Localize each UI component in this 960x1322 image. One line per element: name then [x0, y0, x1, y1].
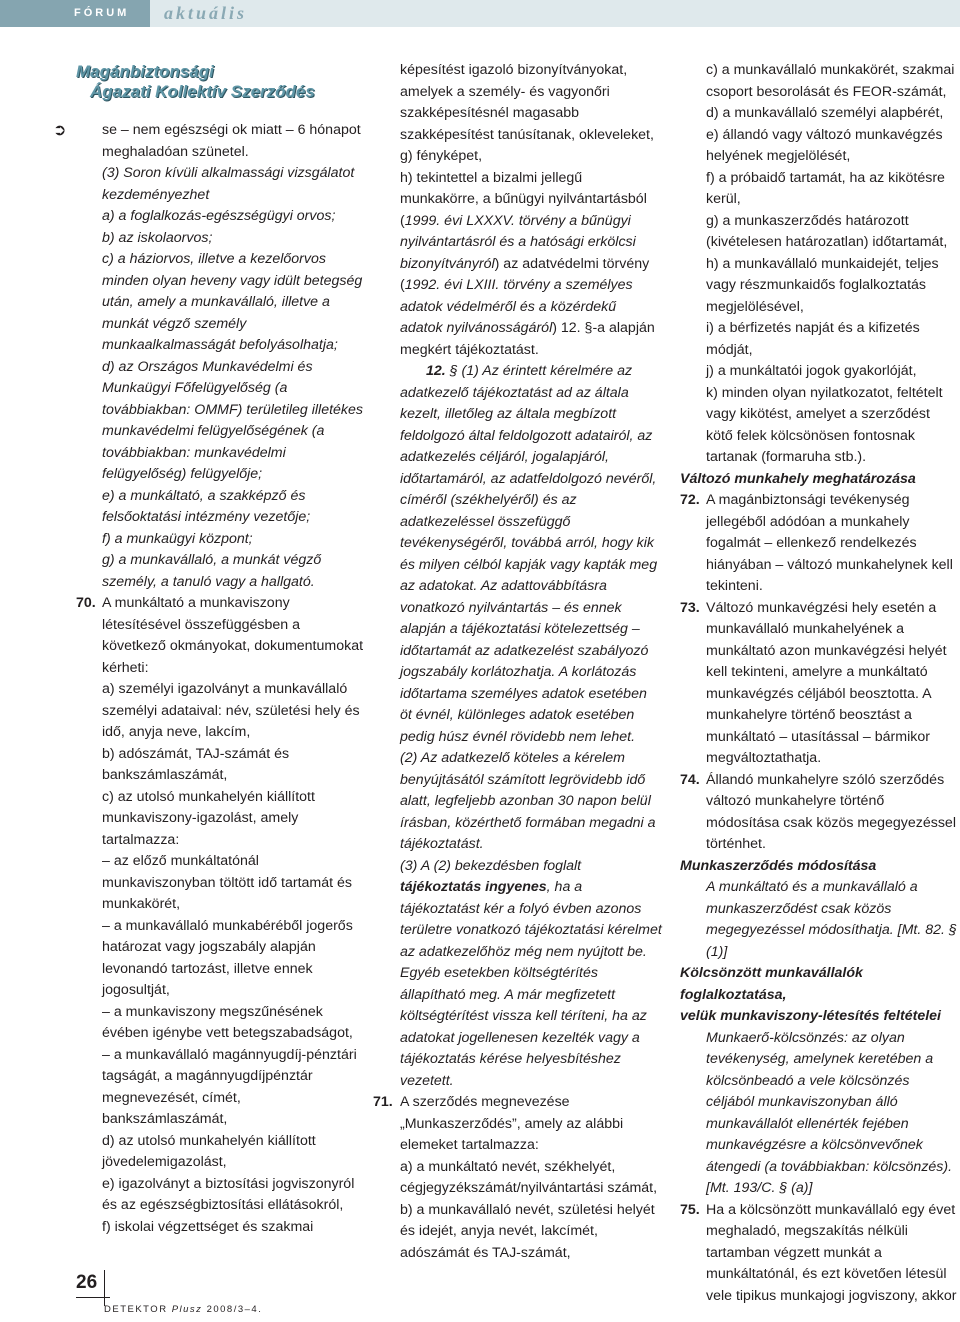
paragraph: A szerződés megnevezése „Munkaszerződés”, amely az alábbi elemeket tartalmazza: — [400, 1094, 624, 1153]
list-item: b) az iskolaorvos; — [102, 229, 213, 246]
paragraph: A magánbiztonsági tevékenység jellegéből adódóan a munkahely fogalmát – ellenkező rendelkezés hiányában – változó munkahelynek kell tekinteni. — [706, 492, 953, 594]
section-label-aktualis: aktuális — [150, 0, 960, 27]
list-item: – a munkavállaló magánnyugdíj-pénztári tagságát, a magánnyugdíjpénztár megnevezését, címét, bankszámlaszámát, — [102, 1046, 357, 1127]
paragraph: (3) Soron kívüli alkalmassági vizsgálatot kezdeményezhet — [102, 165, 355, 203]
paragraph: Változó munkavégzési hely esetén a munkavállaló munkahelyének a munkáltató azon munkavégzési helyét kell tekinteni, amelyre a munkáltató munkavégzés céljából beosztotta. A munkahelyre történő beosztást a munkáltató – utasítással – bármikor megváltoztathatja. — [706, 599, 947, 766]
numbered-section-72 — [680, 490, 958, 598]
text-run: § (1) Az érintett kérelmére az adatkezelő tájékoztatást ad az általa kezelt, illetőleg az általa megbízott feldolgozó által feldolgozott adatairól, az adatkezelés céljáról, jogalapjáról, időtartamáról, az adatfeldolgozó nevéről, címéről (székhelyéről) és az adatkezeléssel összefüggő tevékenységéről, továbbá arról, hogy kik és milyen célból kapják vagy kapták meg az adatokat. Az adattovábbításra vonatkozó nyilvántartás – és ennek alapján a tájékoztatási kötelezettség – időtartamát az adatkezelést szabályozó jogszabály korlátozhatja. A korlátozás időtartama személyes adatok esetében öt évnél, különleges adatok esetében pedig húsz évnél rövidebb nem lehet. — [400, 363, 658, 745]
section-number: 72. — [680, 492, 700, 508]
section-number: 12. — [426, 363, 446, 379]
list-item: h) a munkavállaló munkaidejét, teljes vagy részmunkaidős foglalkoztatás megjelölésével, — [706, 255, 939, 315]
list-item: k) minden olyan nyilatkozatot, feltételt vagy kikötést, amelyet a szerződést kötő felek kölcsönösen fontosnak tartanak (formaruha stb.). — [706, 384, 943, 465]
list-item: a) a munkáltató nevét, székhelyét, cégjegyzékszámát/nyilvántartási számát, — [400, 1158, 658, 1196]
paragraph: (2) Az adatkezelő köteles a kérelem benyújtásától számított legrövidebb idő alatt, legfeljebb azonban 30 napon belül írásban, közérthető formában megadni a tájékoztatást. — [400, 750, 656, 852]
top-header-bar — [0, 0, 960, 27]
list-item: j) a munkáltatói jogok gyakorlóját, — [706, 363, 917, 379]
paragraph: Állandó munkahelyre szóló szerződés változó munkahelyre történő módosítása csak közös megegyezéssel történhet. — [706, 771, 956, 852]
section-number: 73. — [680, 599, 700, 616]
list-item: f) iskolai végzettséget és szakmai — [102, 1218, 314, 1235]
section-label-forum: FÓRUM — [0, 0, 150, 27]
paragraph: A munkáltató a munkaviszony létesítésével összefüggésben a következő okmányokat, dokumentumokat kérheti: — [102, 595, 364, 676]
list-item: e) állandó vagy változó munkavégzés helyének megjelölését, — [706, 126, 943, 164]
list-item: e) igazolványt a biztosítási jogviszonyról és az egészségbiztosítási ellátásokról, — [102, 1175, 355, 1213]
issue-number: 2008/3–4. — [202, 1304, 263, 1315]
list-item: b) adószámát, TAJ-számát és bankszámlaszámát, — [102, 745, 290, 783]
list-item: f) a munkaügyi központ; — [102, 530, 253, 547]
list-item: d) a munkavállaló személyi alapbérét, — [706, 105, 944, 121]
paragraph: Ha a kölcsönzött munkavállaló egy évet meghaladó, megszakítás nélküli tartamban végzett munkát a munkáltatónál, és ezt követően létesül vele tipikus munkajogi jogviszony, akkor — [706, 1201, 957, 1304]
numbered-section-12 — [400, 361, 662, 748]
page-number: 26 — [76, 1272, 98, 1293]
article-title — [76, 62, 366, 102]
list-item: i) a bérfizetés napját és a kifizetés módját, — [706, 320, 920, 358]
publication-name: DETEKTOR — [104, 1304, 172, 1315]
list-item: g) fényképet, — [400, 148, 483, 164]
numbered-section-73 — [680, 598, 958, 770]
paragraph: képesítést igazoló bizonyítványokat, amelyek a személy- és vagyonőri szakképesítésnél magasabb szakképesítést tanúsítanak, okleveleket, — [400, 62, 654, 143]
paragraph: se – nem egészségi ok miatt – 6 hónapot meghaladóan szünetel. — [102, 122, 361, 160]
section-number: 74. — [680, 771, 700, 788]
subheading: velük munkaviszony-létesítés feltételei — [680, 1008, 942, 1024]
subheading: Változó munkahely meghatározása — [680, 470, 916, 487]
list-item: – a munkavállaló munkabéréből jogerős határozat vagy jogszabály alapján levonandó tartozást, illetve ennek jogosultját, — [102, 917, 353, 998]
subheading: Munkaszerződés módosítása — [680, 857, 877, 874]
footer-publication — [104, 1304, 262, 1315]
paragraph: Munkaerő-kölcsönzés: az olyan tevékenység, amelynek keretében a kölcsönbeadó a vele kölcsönzés céljából munkaviszonyban álló munkavállalót ellenérték fejében munkavégzésre a kölcsönvevőnek átengedi (a továbbiakban: kölcsönzés). [Mt. 193/C. § (a)] — [706, 1029, 953, 1196]
law-reference: 1992. évi LXIII. törvény a személyes adatok védelméről és a közérdekű adatok nyilvánosságáról — [400, 277, 633, 336]
text-run: h) tekintettel a bizalmi jellegű munkakörre, a bűnügyi nyilvántartásból ( — [400, 169, 647, 229]
list-item: – a munkaviszony megszűnésének évében igénybe vett betegszabadságot, — [102, 1003, 353, 1041]
continued-arrow-icon: ➲ — [53, 122, 67, 139]
paragraph: A munkáltató és a munkavállaló a munkaszerződést csak közös megegyezéssel módosíthatja. [Mt. 82. § (1)] — [706, 879, 957, 960]
list-item: c) a munkavállaló munkakörét, szakmai csoport besorolását és FEOR-számát, — [706, 62, 955, 100]
text-run: , ha a tájékoztatást kér a folyó évben azonos területre vonatkozó tájékoztatási kérelmet az adatkezelőhöz még nem nyújtott be. Egyéb esetekben költségtérítés állapítható meg. A már megfizetett költségtérítést vissza kell téríteni, ha az adatokat jogellenesen kezelték vagy a tájékoztatás kérése helyesbítéshez vezetett. — [400, 879, 662, 1089]
list-item: f) a próbaidő tartamát, ha az kikötésre kerül, — [706, 169, 945, 207]
emphasis: tájékoztatás ingyenes — [400, 879, 547, 895]
list-item: g) a munkaszerződés határozott (kivételesen határozatlan) időtartamát, — [706, 212, 948, 250]
subheading: foglalkoztatása, — [680, 986, 787, 1003]
text-run: (3) A (2) bekezdésben foglalt — [400, 857, 582, 874]
list-item: b) a munkavállaló nevét, születési helyét és idejét, anyja nevét, lakcímét, adószámát és TAJ-számát, — [400, 1201, 655, 1261]
text-run: ) az adatvédelmi törvény ( — [400, 255, 650, 293]
continuation-paragraph — [53, 120, 366, 163]
numbered-section-74 — [680, 770, 958, 856]
column-3 — [680, 60, 958, 1307]
column-1 — [53, 60, 366, 1238]
list-item: g) a munkavállaló, a munkát végző személy, a tanuló vagy a hallgató. — [102, 552, 322, 590]
list-item: a) a foglalkozás-egészségügyi orvos; — [102, 208, 336, 224]
law-reference: 1999. évi LXXXV. törvény a bűnügyi nyilvántartásról és a hatósági erkölcsi bizonyítványról — [400, 212, 636, 272]
section-number: 71. — [373, 1094, 393, 1110]
footer-divider-vertical — [104, 1270, 105, 1306]
list-item — [400, 168, 662, 362]
list-item: d) az utolsó munkahelyén kiállított jövedelemigazolást, — [102, 1132, 316, 1170]
text-run: ) 12. §-a alapján megkért tájékoztatást. — [400, 320, 655, 358]
list-item: e) a munkáltató, a szakképző és felsőoktatási intézmény vezetője; — [102, 487, 311, 525]
subheading: Kölcsönzött munkavállalók — [680, 965, 863, 981]
numbered-section-71 — [373, 1092, 662, 1157]
list-item: c) a háziorvos, illetve a kezelőorvos minden olyan heveny vagy idült betegség után, amely a munkavállaló, illetve a munkát végző személy munkaalkalmasságát befolyásolhatja; — [102, 251, 363, 353]
list-item: – az előző munkáltatónál munkaviszonyban töltött idő tartamát és munkakörét, — [102, 853, 352, 912]
article-title-line1: Magánbiztonsági — [76, 62, 214, 81]
list-item: c) az utolsó munkahelyén kiállított munkaviszony-igazolást, amely tartalmazza: — [102, 788, 315, 848]
section-number: 75. — [680, 1201, 700, 1218]
numbered-section-75 — [680, 1200, 958, 1308]
paragraph — [400, 361, 662, 748]
article-title-line2: Ágazati Kollektív Szerződés — [90, 82, 315, 101]
numbered-section-70 — [76, 593, 366, 679]
paragraph — [400, 856, 662, 1093]
publication-name-italic: Plusz — [171, 1304, 203, 1315]
list-item: d) az Országos Munkavédelmi és Munkaügyi Főfelügyelőség (a továbbiakban: OMMF) területileg illetékes munkavédelmi felügyelőségének (a továbbiakban: munkavédelmi felügyelőség) felügyelője; — [102, 358, 364, 482]
section-number: 70. — [76, 595, 96, 611]
list-item: a) személyi igazolványt a munkavállaló személyi adataival: név, születési hely és idő, anyja neve, lakcím, — [102, 681, 360, 740]
column-2 — [373, 60, 662, 1264]
